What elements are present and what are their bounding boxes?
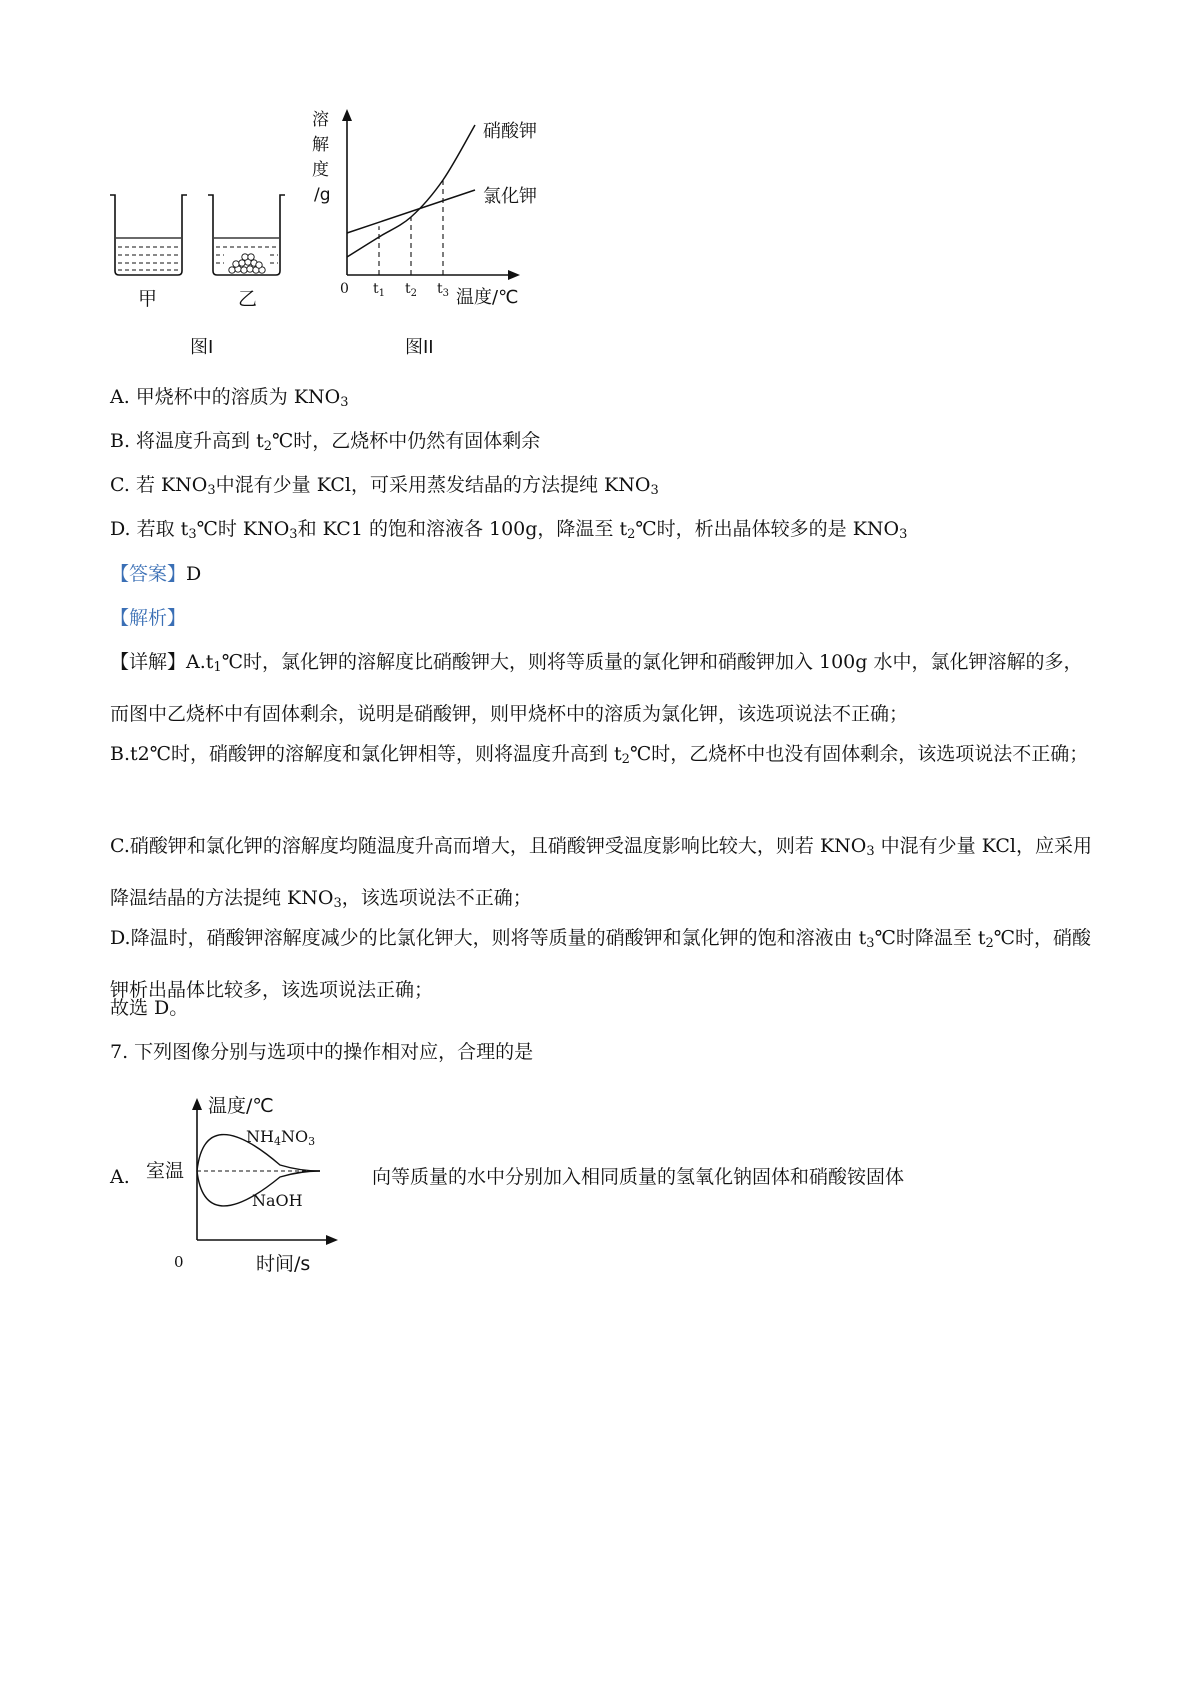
series-labels — [483, 121, 537, 207]
y-axis-label-2: 度 — [312, 160, 329, 180]
tick-label-t1: $t_1$ — [373, 281, 386, 299]
detail-d: D.降温时，硝酸钾溶解度减少的比氯化钾大，则将等质量的硝酸钾和氯化钾的饱和溶液由 $t_3℃$时降温至 $t_2℃$时，硝酸钾析出晶体比较多，该选项说法正确； — [110, 927, 1092, 1001]
label-nh4no3: NH4NO3 — [246, 1127, 316, 1148]
x-axis-label: 温度/℃ — [456, 287, 519, 308]
beaker-yi-label: 乙 — [238, 288, 258, 310]
answer-value: D — [186, 563, 202, 585]
series-label-0: 硝酸钾 — [483, 121, 537, 142]
tick-label-t3: $t_3$ — [437, 281, 450, 299]
detail-c: C.硝酸钾和氯化钾的溶解度均随温度升高而增大，且硝酸钾受温度影响比较大，则若 $KNO_3$ 中混有少量 KCl，应采用降温结晶的方法提纯 $KNO_3$，该选项说法不正确； — [110, 835, 1093, 911]
option-c: C. 若 $KNO_3$中混有少量 KCl，可采用蒸发结晶的方法提纯 $KNO_3$ — [110, 474, 659, 498]
figure-solubility — [100, 95, 620, 370]
detail-conclusion: 故选 D。 — [110, 997, 189, 1019]
origin-label: 0 — [340, 281, 349, 297]
q7-option-a-label: A. — [110, 1166, 130, 1188]
q7-origin-label: 0 — [174, 1253, 184, 1271]
room-temp-label: 室温 — [146, 1160, 185, 1182]
fig1-caption: 图I — [190, 337, 214, 358]
guide-lines — [379, 180, 443, 275]
tick-label-t2: $t_2$ — [405, 281, 418, 299]
fig2-caption: 图II — [405, 337, 434, 358]
series-label-1: 氯化钾 — [483, 186, 537, 207]
analysis-heading: 【解析】 — [110, 607, 187, 629]
q7-temperature-graph — [140, 1080, 370, 1280]
detail-b: B.t2℃时，硝酸钾的溶解度和氯化钾相等，则将温度升高到 $t_2℃$时，乙烧杯中也没有固体剩余，该选项说法不正确； — [110, 743, 1089, 767]
detail-a: 【详解】$A.t_1℃$时，氯化钾的溶解度比硝酸钾大，则将等质量的氯化钾和硝酸钾加入 100g 水中，氯化钾溶解的多，而图中乙烧杯中有固体剩余，说明是硝酸钾，则甲烧杯中的溶质为氯化钾，该选项说法不正确； — [110, 651, 1083, 725]
beaker-jia — [110, 195, 187, 275]
beaker-yi — [208, 195, 285, 275]
q7-x-axis-label: 时间/s — [256, 1253, 311, 1275]
option-b: B. 将温度升高到 $t_2℃$时，乙烧杯中仍然有固体剩余 — [110, 430, 541, 454]
question-7-stem: 7. 下列图像分别与选项中的操作相对应，合理的是 — [110, 1041, 534, 1063]
q7-option-a-text: 向等质量的水中分别加入相同质量的氢氧化钠固体和硝酸铵固体 — [372, 1166, 905, 1188]
answer — [110, 560, 201, 588]
y-axis-label-0: 溶 — [312, 110, 329, 130]
tick-labels — [373, 281, 449, 299]
y-axis-label-1: 解 — [312, 135, 329, 155]
answer-label: 【答案】 — [110, 563, 187, 585]
solid-residue — [229, 254, 265, 273]
option-a: A. 甲烧杯中的溶质为 $KNO_3$ — [110, 386, 349, 410]
q7-y-axis-label: 温度/℃ — [208, 1095, 274, 1117]
option-d: D. 若取 $t_3℃$时 $KNO_3$和 KC1 的饱和溶液各 100g，降温至 $t_2℃$时，析出晶体较多的是 $KNO_3$ — [110, 518, 908, 542]
y-axis-label-3: /g — [314, 185, 331, 205]
label-naoh: NaOH — [252, 1191, 303, 1210]
beaker-jia-label: 甲 — [138, 288, 158, 310]
